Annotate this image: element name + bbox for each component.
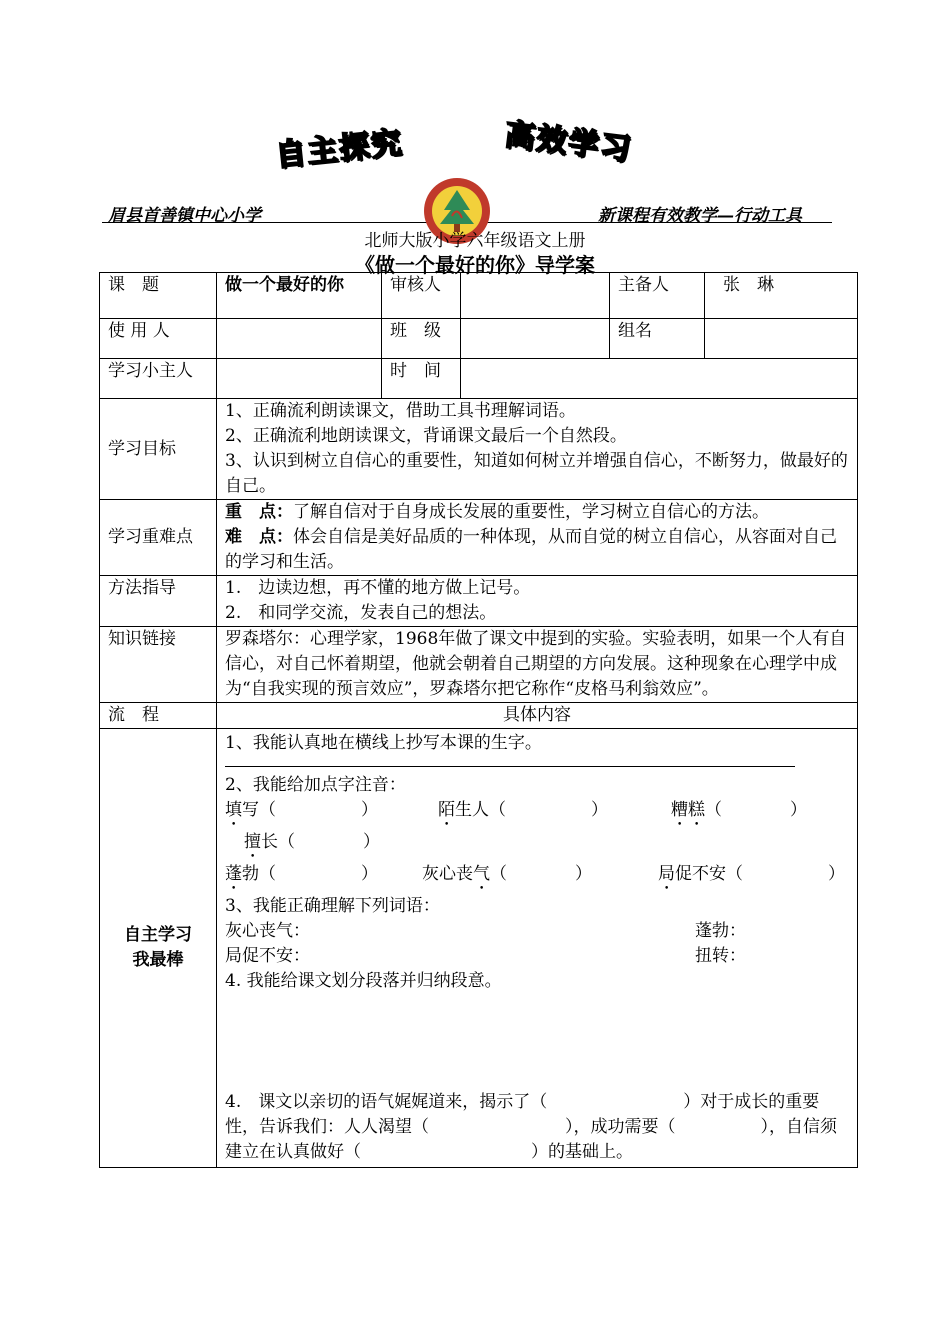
header-tagline: 新课程有效教学—行动工具 [598, 206, 802, 226]
flow-label: 流 程 [100, 703, 217, 729]
document-subtitle: 北师大版小学六年级语文上册 [364, 231, 586, 251]
question-4: 4. 我能给课文划分段落并归纳段意。 [225, 971, 502, 991]
question-5: 4. 课文以亲切的语气娓娓道来，揭示了（ ）对于成长的重要性，告诉我们：人人渴望（ ），成功需要（ ），自信须建立在认真做好（ ）的基础上。 [225, 1092, 837, 1162]
key-point-text: 了解自信对于自身成长发展的重要性，学习树立自信心的方法。 [293, 502, 769, 522]
reviewer-label: 审核人 [382, 273, 461, 319]
keypoints-content [217, 500, 858, 576]
knowledge-text: 罗森塔尔：心理学家，1968年做了课文中提到的实验。实验表明，如果一个人有自信心，对自己怀着期望，他就会朝着自己期望的方向发展。这种现象在心理学中成为“自我实现的预言效应”，罗森塔尔把它称作“皮格马利翁效应”。 [217, 627, 858, 703]
pinyin-row-1: 填写（ ） 陌生人（ ） 糟糕（ ） [225, 800, 807, 820]
group-value [705, 319, 858, 359]
lesson-plan-table [99, 272, 858, 1168]
method-item: 1. 边读边想，再不懂的地方做上记号。 [225, 578, 531, 598]
host-label: 学习小主人 [100, 359, 217, 399]
goal-item: 1、正确流利朗读课文，借助工具书理解词语。 [225, 401, 576, 421]
pinyin-row-2: 擅长（ ） [244, 832, 380, 852]
goals-content [217, 399, 858, 500]
question-1: 1、我能认真地在横线上抄写本课的生字。 [225, 733, 542, 753]
terms-row-1: 灰心丧气： 蓬勃： [225, 921, 746, 941]
goals-label: 学习目标 [100, 399, 217, 500]
banner-right: 高效学习 [502, 117, 635, 168]
self-study-label: 自主学习 我最棒 [100, 729, 217, 1168]
knowledge-label: 知识链接 [100, 627, 217, 703]
self-study-content [217, 729, 858, 1168]
user-value [217, 319, 382, 359]
time-value [461, 359, 858, 399]
class-value [461, 319, 610, 359]
key-point-label: 重 点： [225, 502, 293, 522]
question-2: 2、我能给加点字注音： [225, 775, 406, 795]
terms-row-2: 局促不安： 扭转： [225, 946, 746, 966]
group-label: 组名 [610, 319, 705, 359]
methods-label: 方法指导 [100, 576, 217, 627]
answer-space[interactable] [225, 994, 849, 1090]
class-label: 班 级 [382, 319, 461, 359]
time-label: 时 间 [382, 359, 461, 399]
copy-line[interactable] [225, 756, 795, 767]
preparer-label: 主备人 [610, 273, 705, 319]
goal-item: 3、认识到树立自信心的重要性，知道如何树立并增强自信心，不断努力，做最好的自己。 [225, 451, 848, 496]
flow-content-label: 具体内容 [217, 703, 858, 729]
reviewer-value [461, 273, 610, 319]
document-title: 《做一个最好的你》导学案 [355, 253, 595, 277]
goal-item: 2、正确流利地朗读课文，背诵课文最后一个自然段。 [225, 426, 627, 446]
preparer-value: 张 琳 [705, 273, 858, 319]
topic-label: 课 题 [100, 273, 217, 319]
methods-content [217, 576, 858, 627]
hard-point-label: 难 点： [225, 527, 293, 547]
school-name: 眉县首善镇中心小学 [108, 206, 261, 226]
topic-value: 做一个最好的你 [217, 273, 382, 319]
keypoints-label: 学习重难点 [100, 500, 217, 576]
hard-point-text: 体会自信是美好品质的一种体现，从而自觉的树立自信心，从容面对自己的学习和生活。 [225, 527, 837, 572]
banner-left: 自主探究 [273, 125, 405, 174]
host-value [217, 359, 382, 399]
method-item: 2. 和同学交流，发表自己的想法。 [225, 603, 497, 623]
pinyin-row-3: 蓬勃（ ） 灰心丧气（ ） 局促不安（ ） [225, 864, 845, 884]
user-label: 使 用 人 [100, 319, 217, 359]
question-3: 3、我能正确理解下列词语： [225, 896, 440, 916]
